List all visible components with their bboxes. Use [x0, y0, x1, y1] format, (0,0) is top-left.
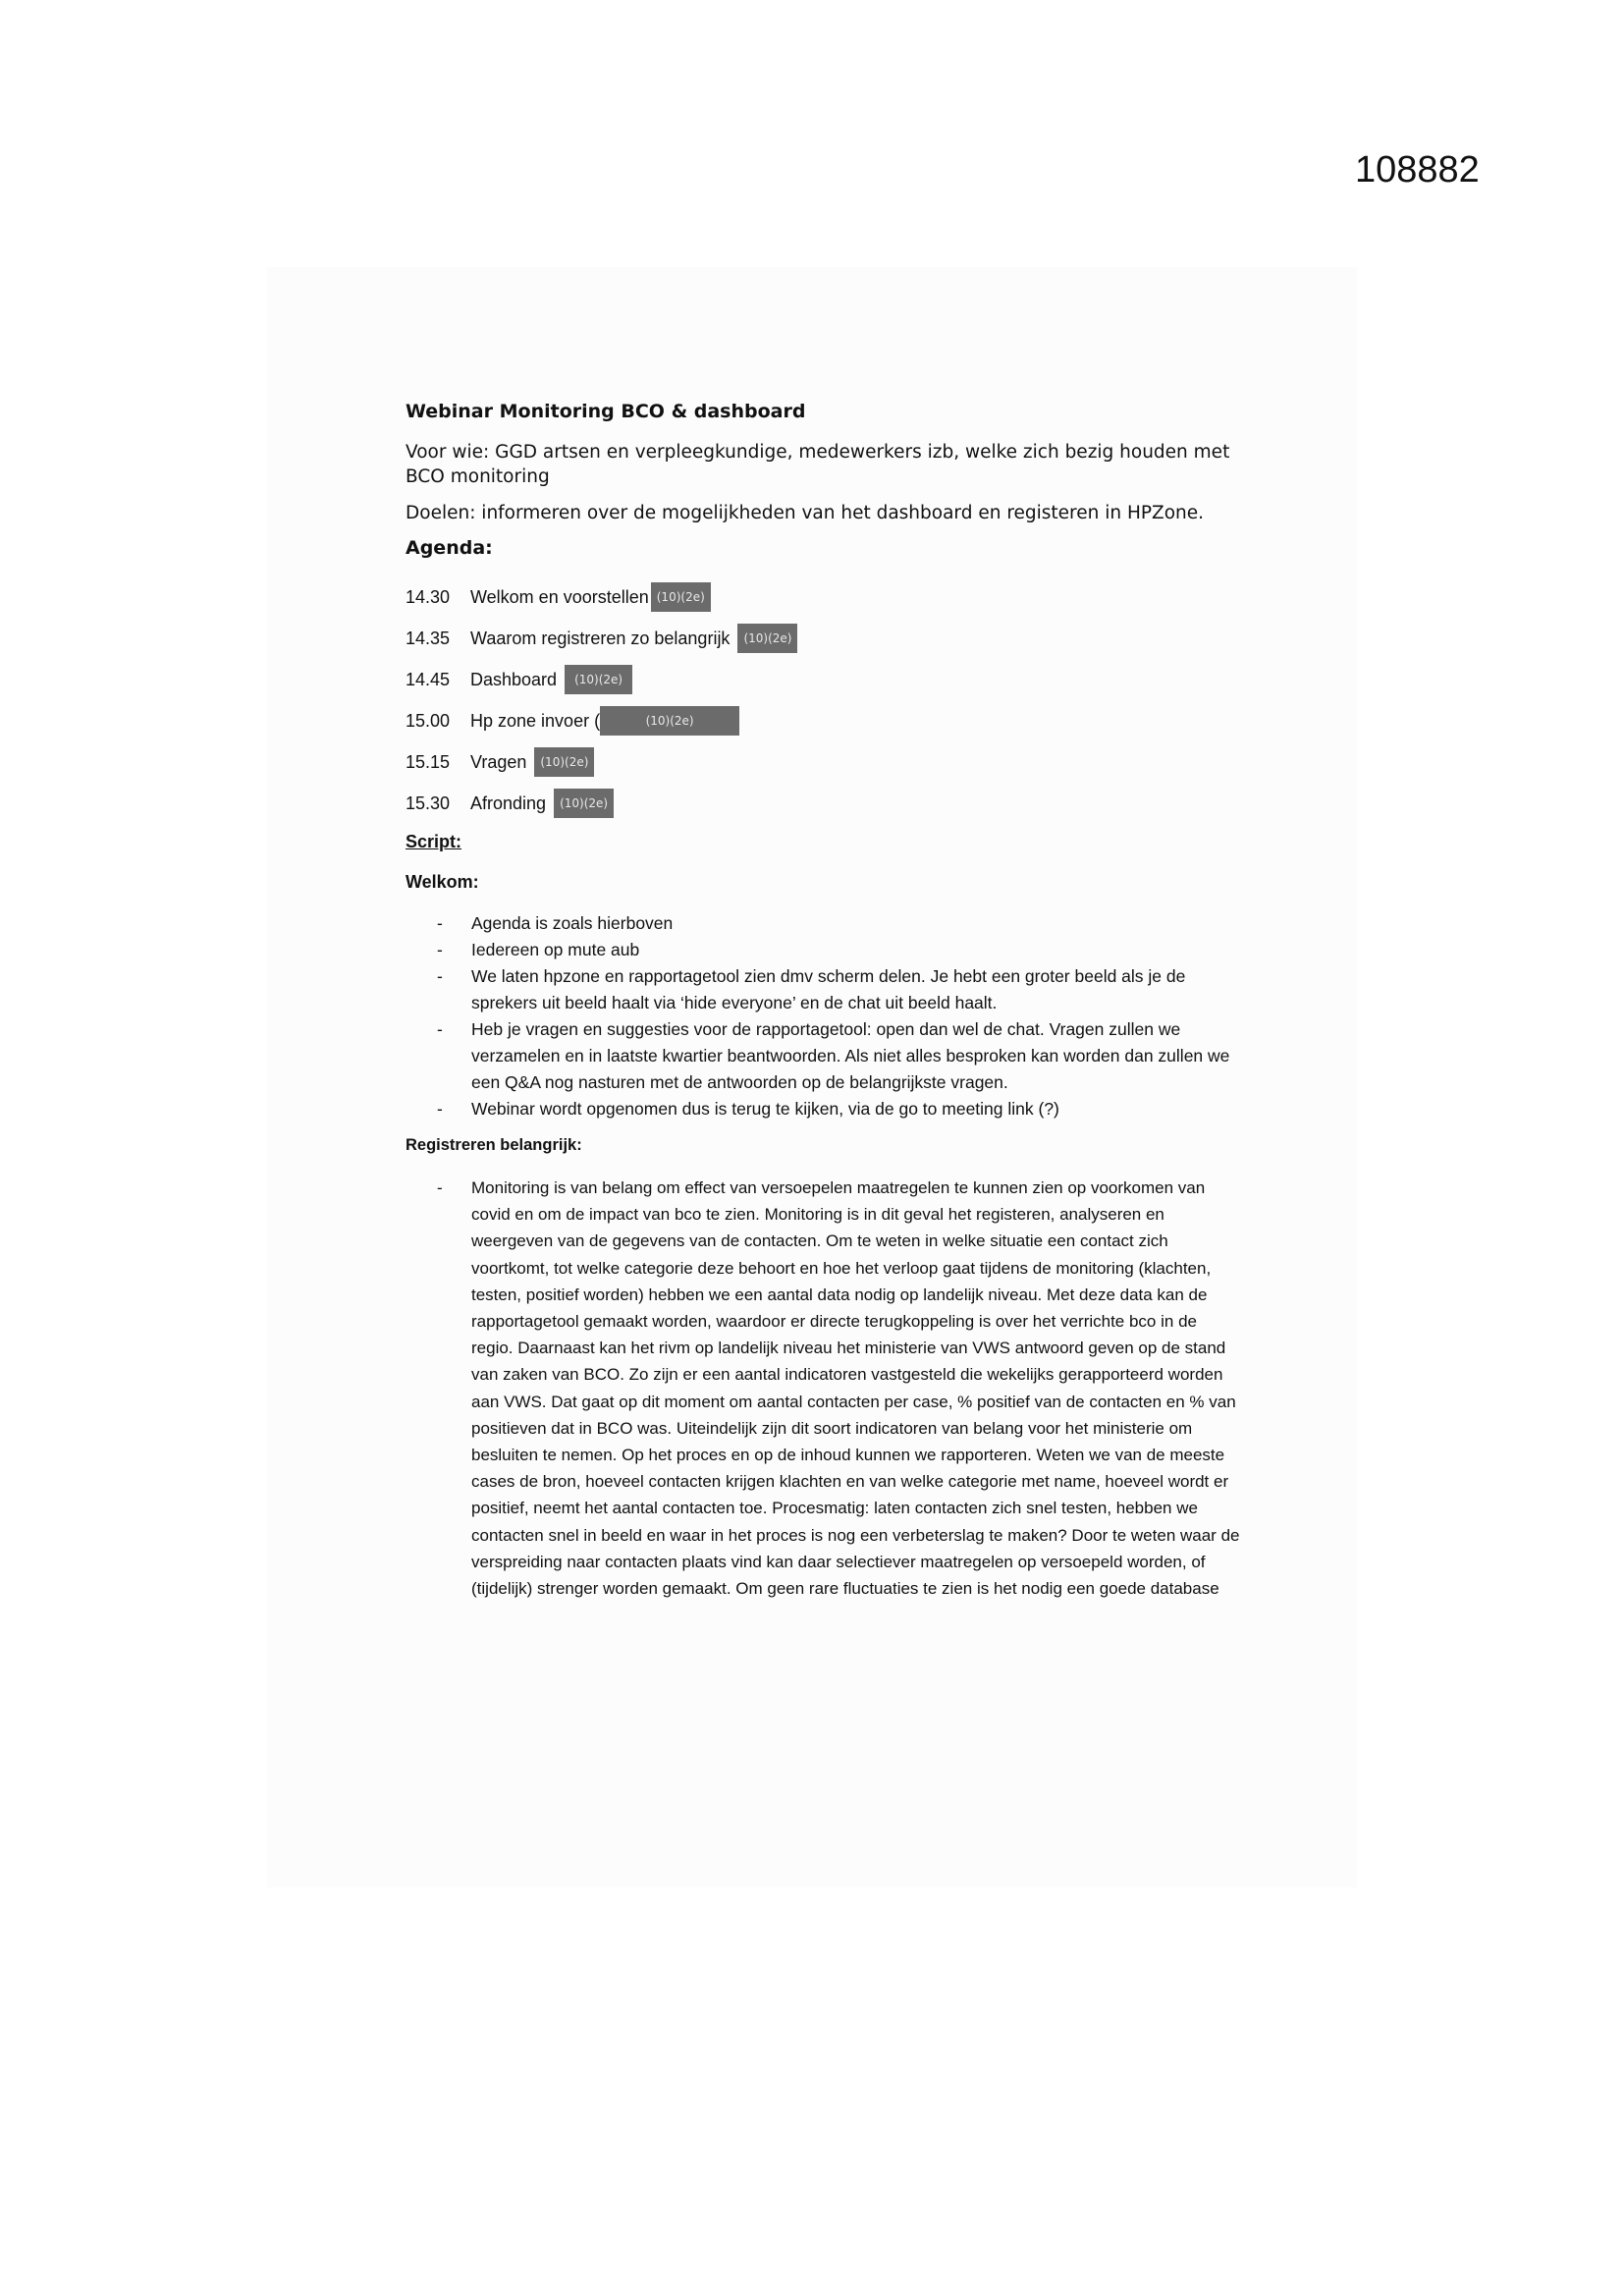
- agenda-item: [406, 618, 1240, 659]
- agenda-label: Dashboard: [470, 669, 558, 689]
- list-item: - Webinar wordt opgenomen dus is terug te kijken, via de go to meeting link (?): [406, 1096, 1240, 1122]
- redaction-box: (10)(2e): [565, 665, 632, 694]
- agenda-item: [406, 783, 1240, 824]
- document-number: 108882: [1355, 149, 1480, 191]
- registreren-list: [406, 1175, 1240, 1602]
- agenda-time: 14.35: [406, 628, 451, 648]
- agenda-item: [406, 576, 1240, 618]
- agenda-label: Hp zone invoer (: [470, 710, 601, 731]
- redaction-box: (10)(2e): [534, 747, 594, 777]
- document-content: [406, 401, 1240, 1615]
- agenda-time: 14.30: [406, 586, 451, 607]
- registreren-heading: Registreren belangrijk:: [406, 1136, 582, 1154]
- agenda-label: Waarom registreren zo belangrijk: [470, 628, 731, 648]
- agenda-label: Vragen: [470, 751, 527, 772]
- agenda-time: 15.00: [406, 710, 451, 731]
- script-heading: Script:: [406, 832, 462, 851]
- redaction-box: (10)(2e): [737, 624, 797, 653]
- list-item: - We laten hpzone en rapportagetool zien dmv scherm delen. Je hebt een groter beeld als je de sprekers uit beeld haalt via ‘hide everyone’ en de chat uit beeld haalt.: [406, 963, 1240, 1016]
- document-title: Webinar Monitoring BCO & dashboard: [406, 401, 806, 422]
- list-item: - Iedereen op mute aub: [406, 937, 1240, 963]
- welkom-list: [406, 910, 1240, 1122]
- agenda-item: [406, 741, 1240, 783]
- agenda-heading: Agenda:: [406, 537, 493, 559]
- agenda-item: [406, 659, 1240, 700]
- agenda-time: 14.45: [406, 669, 451, 689]
- list-item: - Heb je vragen en suggesties voor de rapportagetool: open dan wel de chat. Vragen zullen we verzamelen en in laatste kwartier beantwoorden. Als niet alles besproken kan worden dan zullen we een Q&A nog nasturen met de antwoorden op de belangrijkste vragen.: [406, 1016, 1240, 1096]
- agenda-time: 15.15: [406, 751, 451, 772]
- redaction-box: (10)(2e): [554, 789, 614, 818]
- welkom-heading: Welkom:: [406, 872, 479, 892]
- agenda-item: [406, 700, 1240, 741]
- agenda-time: 15.30: [406, 793, 451, 813]
- redaction-box: (10)(2e): [651, 582, 711, 612]
- redaction-box: (10)(2e): [600, 706, 739, 736]
- agenda-label: Afronding: [470, 793, 547, 813]
- list-item: - Monitoring is van belang om effect van versoepelen maatregelen te kunnen zien op voorkomen van covid en om de impact van bco te zien. Monitoring is in dit geval het registeren, analyseren en weergeven van de gegevens van de contacten. Om te weten in welke situatie een contact zich voortkomt, tot welke categorie deze behoort en hoe het verloop gaat tijdens de monitoring (klachten, testen, positief worden) hebben we een aantal data nodig op landelijk niveau. Met deze data kan de rapportagetool gemaakt worden, waardoor er directe terugkoppeling is over het verrichte bco in de regio. Daarnaast kan het rivm op landelijk niveau het ministerie van VWS antwoord geven op de stand van zaken van BCO. Zo zijn er een aantal indicatoren vastgesteld die wekelijks gerapporteerd worden aan VWS. Dat gaat op dit moment om aantal contacten per case, % positief van de contacten en % van positieven dat in BCO was. Uiteindelijk zijn dit soort indicatoren van belang voor het ministerie om besluiten te nemen. Op het proces en op de inhoud kunnen we rapporteren. Weten we van de meeste cases de bron, hoeveel contacten krijgen klachten en van welke categorie met name, hoeveel wordt er positief, neemt het aantal contacten toe. Procesmatig: laten contacten zich snel testen, hebben we contacten snel in beeld en waar in het proces is nog een verbeterslag te maken? Door te weten waar de verspreiding naar contacten plaats vind kan daar selectiever maatregelen op versoepeld worden, of (tijdelijk) strenger worden gemaakt. Om geen rare fluctuaties te zien is het nodig een goede database: [406, 1175, 1240, 1602]
- audience-paragraph: Voor wie: GGD artsen en verpleegkundige, medewerkers izb, welke zich bezig houden met BCO monitoring: [406, 442, 1230, 487]
- agenda-list: [406, 576, 1240, 824]
- list-item: - Agenda is zoals hierboven: [406, 910, 1240, 937]
- goals-paragraph: Doelen: informeren over de mogelijkheden van het dashboard en registeren in HPZone.: [406, 503, 1205, 523]
- agenda-label: Welkom en voorstellen: [470, 586, 649, 607]
